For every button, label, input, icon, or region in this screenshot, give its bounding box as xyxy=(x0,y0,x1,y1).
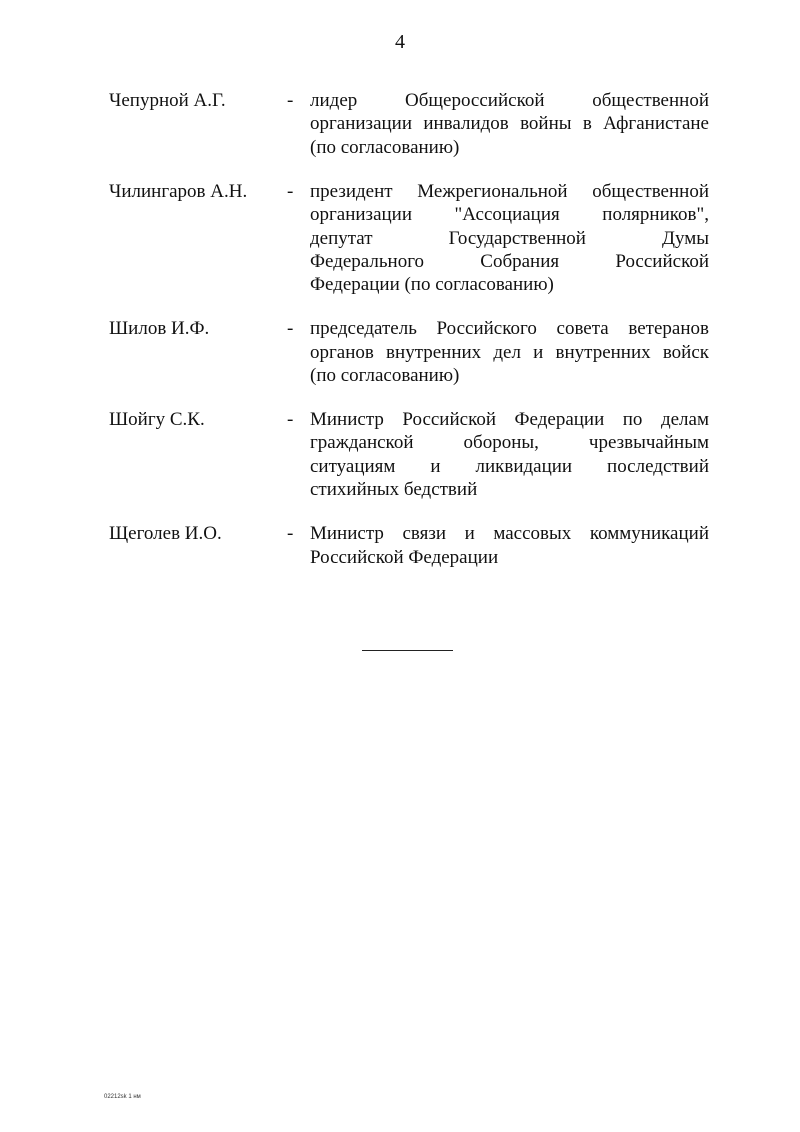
position-line: председатель Российского совета ветеранов xyxy=(310,318,709,340)
position-line: Российской Федерации xyxy=(310,546,499,568)
members-list xyxy=(109,89,709,589)
position-line: стихийных бедствий xyxy=(310,479,478,501)
dash-separator: - xyxy=(287,90,294,111)
member-name: Чепурной А.Г. xyxy=(109,90,226,111)
position-line: гражданской обороны, чрезвычайным xyxy=(310,432,709,454)
list-item xyxy=(109,522,709,569)
dash-separator: - xyxy=(287,523,294,545)
list-item xyxy=(109,408,709,502)
page-number: 4 xyxy=(395,31,405,53)
member-position xyxy=(310,89,709,159)
position-line: организации инвалидов войны в Афганистане xyxy=(310,113,709,135)
member-name: Чилингаров А.Н. xyxy=(109,180,248,202)
position-line: (по согласованию) xyxy=(310,136,460,158)
member-name: Шойгу С.К. xyxy=(109,408,205,430)
position-line: (по согласованию) xyxy=(310,365,460,387)
member-name: Шилов И.Ф. xyxy=(109,318,210,340)
list-item xyxy=(109,317,709,387)
position-line: Федерального Собрания Российской xyxy=(310,250,709,272)
member-position xyxy=(310,180,709,297)
position-line: Министр Российской Федерации по делам xyxy=(310,408,709,430)
position-line: депутат Государственной Думы xyxy=(310,227,709,249)
dash-separator: - xyxy=(287,318,294,340)
position-line: лидер Общероссийской общественной xyxy=(310,90,709,111)
member-name: Щеголев И.О. xyxy=(109,523,222,545)
member-position xyxy=(310,408,709,502)
member-position xyxy=(310,522,709,569)
position-line: президент Межрегиональной общественной xyxy=(310,180,709,202)
dash-separator: - xyxy=(287,408,294,430)
dash-separator: - xyxy=(287,180,294,202)
list-item xyxy=(109,89,709,159)
list-item xyxy=(109,180,709,297)
position-line: ситуациям и ликвидации последствий xyxy=(310,455,709,477)
document-code: 02212sk 1 нм xyxy=(104,1094,141,1100)
position-line: организации "Ассоциация полярников", xyxy=(310,204,709,226)
position-line: Федерации (по согласованию) xyxy=(310,274,554,296)
position-line: органов внутренних дел и внутренних войск xyxy=(310,341,709,363)
member-position xyxy=(310,317,709,387)
end-of-list-divider xyxy=(362,650,453,651)
position-line: Министр связи и массовых коммуникаций xyxy=(310,523,709,545)
